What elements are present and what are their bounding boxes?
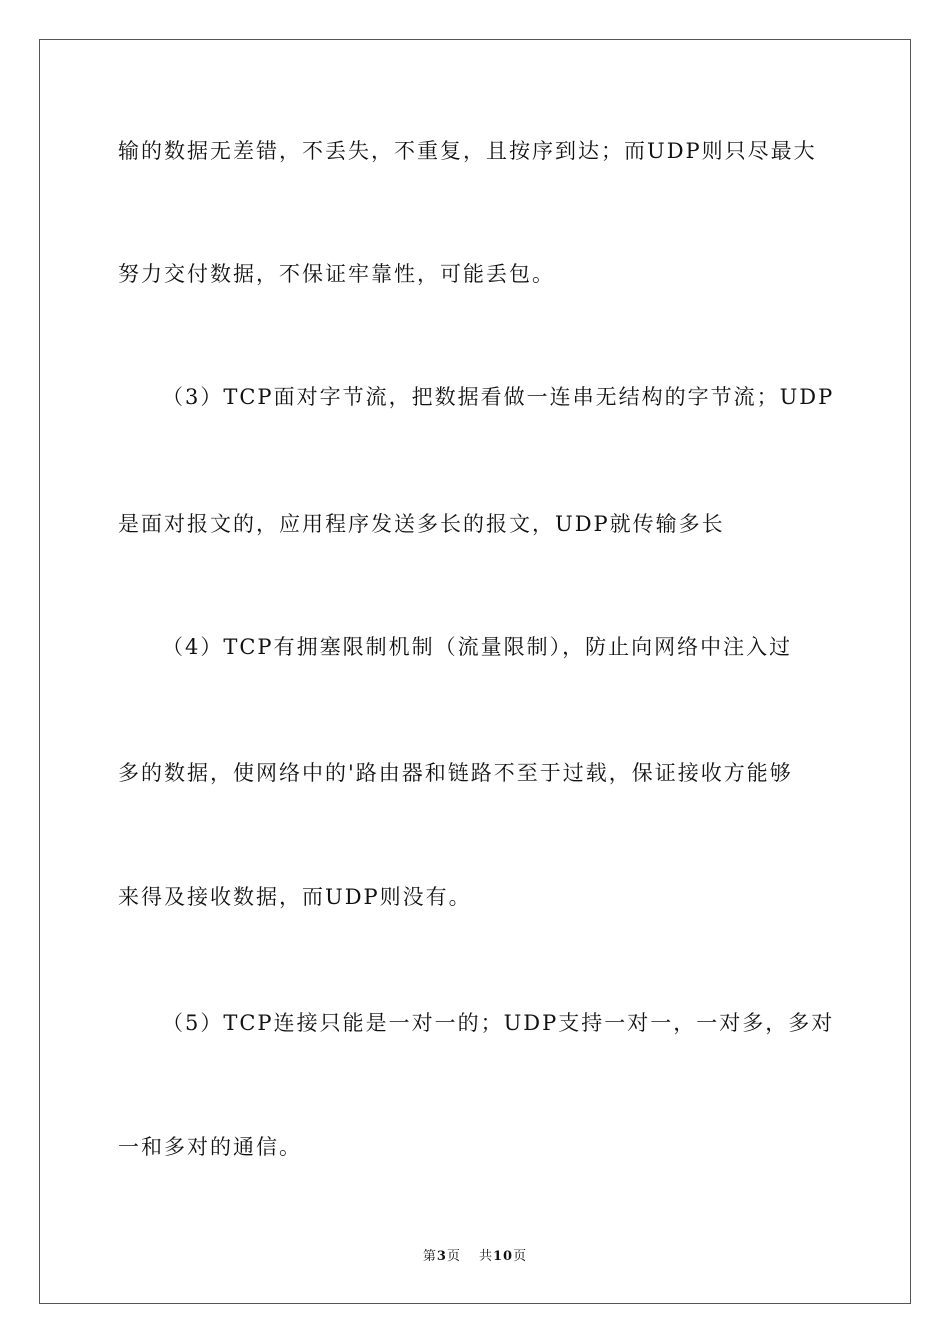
- total-prefix: 共: [478, 1249, 493, 1264]
- body-text-line: 输的数据无差错，不丢失，不重复，且按序到达；而UDP则只尽最大: [118, 139, 817, 163]
- body-text-line: 一和多对的通信。: [118, 1135, 302, 1159]
- page-footer: [0, 1245, 950, 1264]
- body-text-line: 来得及接收数据，而UDP则没有。: [118, 885, 472, 909]
- body-text-line: 多的数据，使网络中的'路由器和链路不至于过载，保证接收方能够: [118, 761, 793, 785]
- page-suffix: 页: [446, 1249, 461, 1264]
- page-border: [39, 39, 911, 1304]
- body-text-line: 是面对报文的，应用程序发送多长的报文，UDP就传输多长: [118, 512, 725, 536]
- total-suffix: 页: [513, 1249, 528, 1264]
- paragraph-5-line: （5）TCP连接只能是一对一的；UDP支持一对一，一对多，多对: [162, 1011, 835, 1035]
- page-prefix: 第: [422, 1249, 437, 1264]
- total-pages: 10: [492, 1249, 514, 1264]
- body-text-line: 努力交付数据，不保证牢靠性，可能丢包。: [118, 262, 555, 286]
- paragraph-4-line: （4）TCP有拥塞限制机制（流量限制），防止向网络中注入过: [162, 635, 793, 659]
- paragraph-3-line: （3）TCP面对字节流，把数据看做一连串无结构的字节流；UDP: [162, 385, 835, 409]
- page-number: 3: [436, 1249, 447, 1264]
